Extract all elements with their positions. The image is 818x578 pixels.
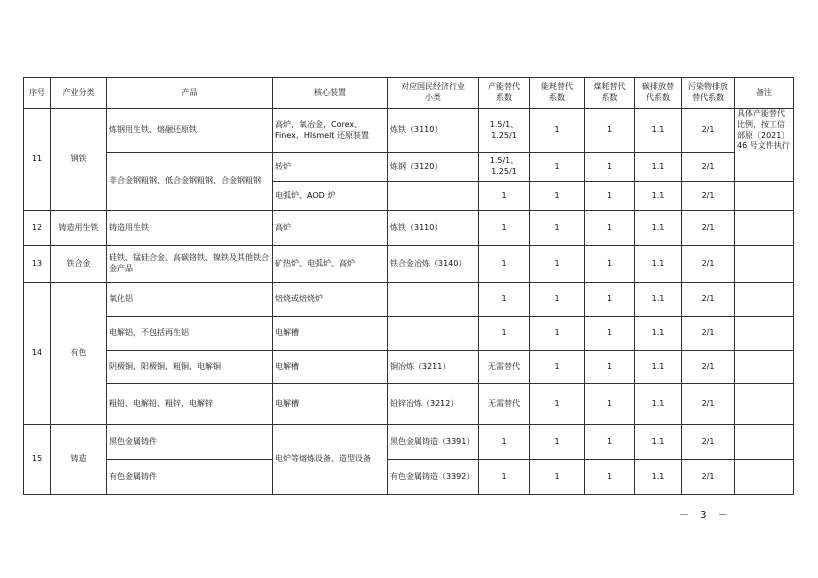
table-row: [24, 283, 794, 317]
cell-remark: [735, 317, 794, 351]
cell-category: 铜冶炼（3211）: [388, 351, 479, 384]
table-row: [24, 153, 794, 182]
table-row: [24, 246, 794, 283]
cell-product: 硅铁、锰硅合金、高碳铬铁、镍铁及其他铁合金产品: [107, 246, 273, 283]
cell-coal: 1: [585, 182, 635, 211]
cell-coal: 1: [585, 425, 635, 460]
cell-remark: [735, 384, 794, 425]
cell-device: 高炉，氧冶金，Corex、Finex、HIsmelt 还原装置: [273, 109, 388, 153]
table-row: [24, 384, 794, 425]
cell-remark: [735, 246, 794, 283]
table-row: [24, 109, 794, 153]
header-carbon: 碳排放替 代系数: [635, 78, 682, 109]
cell-remark: [735, 211, 794, 246]
cell-pollutant: 2/1: [682, 153, 735, 182]
cell-remark: [735, 351, 794, 384]
cell-seq: 14: [24, 283, 51, 425]
cell-device: 电解槽: [273, 351, 388, 384]
cell-product: 电解铝，不包括再生铝: [107, 317, 273, 351]
cell-capacity: 无需替代: [479, 351, 530, 384]
cell-category: [388, 182, 479, 211]
cell-coal: 1: [585, 460, 635, 495]
cell-carbon: 1.1: [635, 317, 682, 351]
cell-remark: [735, 460, 794, 495]
header-device: 核心装置: [273, 78, 388, 109]
cell-seq: 15: [24, 425, 51, 495]
cell-category: [388, 283, 479, 317]
cell-industry: 钢铁: [51, 109, 107, 211]
coefficient-table: [23, 77, 794, 495]
cell-pollutant: 2/1: [682, 384, 735, 425]
header-industry: 产业分类: [51, 78, 107, 109]
cell-device: 转炉: [273, 153, 388, 182]
cell-device: 电炉等熔炼设备、造型设备: [273, 425, 388, 495]
table-row: [24, 351, 794, 384]
cell-device: 矿热炉、电弧炉、高炉: [273, 246, 388, 283]
cell-category: 炼铁（3110）: [388, 109, 479, 153]
cell-energy: 1: [530, 211, 585, 246]
cell-energy: 1: [530, 153, 585, 182]
cell-carbon: 1.1: [635, 246, 682, 283]
cell-capacity: 1: [479, 246, 530, 283]
cell-device: 焙烧或焙烧炉: [273, 283, 388, 317]
header-seq: 序号: [24, 78, 51, 109]
cell-industry: 铸造用生铁: [51, 211, 107, 246]
cell-product: 有色金属铸件: [107, 460, 273, 495]
header-category: 对应国民经济行业 小类: [388, 78, 479, 109]
cell-energy: 1: [530, 351, 585, 384]
cell-energy: 1: [530, 425, 585, 460]
cell-product: 氧化铝: [107, 283, 273, 317]
cell-carbon: 1.1: [635, 182, 682, 211]
cell-capacity: 1.5/1、1.25/1: [479, 109, 530, 153]
cell-device: 电解槽: [273, 384, 388, 425]
cell-remark: 具体产能替代比例，按工信部原〔2021〕46 号文件执行: [735, 109, 794, 182]
cell-remark: [735, 425, 794, 460]
cell-industry: 铁合金: [51, 246, 107, 283]
cell-carbon: 1.1: [635, 153, 682, 182]
table-row: [24, 460, 794, 495]
cell-capacity: 1.5/1、1.25/1: [479, 153, 530, 182]
cell-product: 非合金钢粗钢、低合金钢粗钢、合金钢粗钢: [107, 153, 273, 211]
header-remark: 备注: [735, 78, 794, 109]
cell-product: 炼钢用生铁、熔融还原铁: [107, 109, 273, 153]
cell-carbon: 1.1: [635, 460, 682, 495]
cell-pollutant: 2/1: [682, 109, 735, 153]
cell-product: 阴极铜、阳极铜、粗铜、电解铜: [107, 351, 273, 384]
cell-coal: 1: [585, 153, 635, 182]
cell-seq: 11: [24, 109, 51, 211]
page-number: － 3 －: [679, 510, 732, 521]
header-coal: 煤耗替代 系数: [585, 78, 635, 109]
cell-pollutant: 2/1: [682, 460, 735, 495]
table-header-row: [24, 78, 794, 109]
cell-category: 炼铁（3110）: [388, 211, 479, 246]
cell-industry: 铸造: [51, 425, 107, 495]
cell-capacity: 1: [479, 460, 530, 495]
cell-coal: 1: [585, 109, 635, 153]
cell-pollutant: 2/1: [682, 211, 735, 246]
header-energy: 能耗替代 系数: [530, 78, 585, 109]
cell-energy: 1: [530, 283, 585, 317]
cell-category: 炼钢（3120）: [388, 153, 479, 182]
cell-remark: [735, 283, 794, 317]
cell-carbon: 1.1: [635, 211, 682, 246]
cell-pollutant: 2/1: [682, 351, 735, 384]
cell-category: [388, 317, 479, 351]
cell-carbon: 1.1: [635, 384, 682, 425]
cell-capacity: 1: [479, 425, 530, 460]
cell-carbon: 1.1: [635, 283, 682, 317]
cell-energy: 1: [530, 460, 585, 495]
cell-device: 电弧炉、AOD 炉: [273, 182, 388, 211]
cell-capacity: 1: [479, 283, 530, 317]
cell-capacity: 1: [479, 317, 530, 351]
table-row: [24, 317, 794, 351]
cell-coal: 1: [585, 283, 635, 317]
cell-coal: 1: [585, 384, 635, 425]
cell-product: 黑色金属铸件: [107, 425, 273, 460]
cell-energy: 1: [530, 317, 585, 351]
cell-category: 黑色金属铸造（3391）: [388, 425, 479, 460]
cell-energy: 1: [530, 182, 585, 211]
cell-coal: 1: [585, 351, 635, 384]
table-row: [24, 425, 794, 460]
cell-coal: 1: [585, 317, 635, 351]
table-row: [24, 211, 794, 246]
cell-industry: 有色: [51, 283, 107, 425]
cell-capacity: 无需替代: [479, 384, 530, 425]
cell-category: 有色金属铸造（3392）: [388, 460, 479, 495]
cell-pollutant: 2/1: [682, 317, 735, 351]
cell-capacity: 1: [479, 211, 530, 246]
cell-seq: 12: [24, 211, 51, 246]
cell-product: 粗铅、电解铅、粗锌、电解锌: [107, 384, 273, 425]
header-capacity: 产能替代 系数: [479, 78, 530, 109]
cell-product: 铸造用生铁: [107, 211, 273, 246]
cell-pollutant: 2/1: [682, 182, 735, 211]
header-pollutant: 污染物排放 替代系数: [682, 78, 735, 109]
cell-category: 铁合金冶炼（3140）: [388, 246, 479, 283]
cell-carbon: 1.1: [635, 425, 682, 460]
cell-carbon: 1.1: [635, 109, 682, 153]
cell-energy: 1: [530, 109, 585, 153]
cell-seq: 13: [24, 246, 51, 283]
cell-remark: [735, 182, 794, 211]
cell-carbon: 1.1: [635, 351, 682, 384]
cell-coal: 1: [585, 211, 635, 246]
cell-energy: 1: [530, 246, 585, 283]
cell-capacity: 1: [479, 182, 530, 211]
cell-pollutant: 2/1: [682, 425, 735, 460]
cell-pollutant: 2/1: [682, 283, 735, 317]
cell-coal: 1: [585, 246, 635, 283]
header-product: 产品: [107, 78, 273, 109]
cell-device: 高炉: [273, 211, 388, 246]
cell-energy: 1: [530, 384, 585, 425]
cell-category: 铅锌冶炼（3212）: [388, 384, 479, 425]
cell-pollutant: 2/1: [682, 246, 735, 283]
cell-device: 电解槽: [273, 317, 388, 351]
